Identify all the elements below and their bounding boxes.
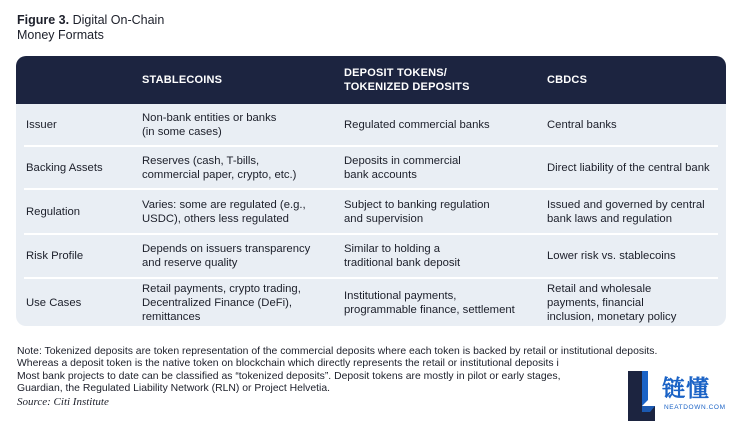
table-row <box>16 235 726 277</box>
cell-stablecoins-line: Reserves (cash, T-bills, <box>142 154 260 167</box>
row-label-text: Issuer <box>26 118 57 131</box>
cell-stablecoins-line: Decentralized Finance (DeFi), <box>142 296 293 309</box>
table-header <box>16 56 726 104</box>
row-label-text: Backing Assets <box>26 161 103 174</box>
header-deposit-tokens <box>344 56 544 104</box>
row-label <box>26 104 136 145</box>
cell-stablecoins-line: (in some cases) <box>142 125 222 138</box>
note-line-2: Whereas a deposit token is the native token on blockchain which directly represents the retail or institutional deposits i <box>17 358 559 370</box>
table-row <box>16 190 726 233</box>
cell-deposit-tokens-line: Institutional payments, <box>344 289 457 302</box>
cell-cbdcs-line: payments, financial <box>547 296 644 309</box>
cell-deposit-tokens <box>344 190 544 233</box>
cell-cbdcs-line: Issued and governed by central <box>547 198 705 211</box>
l-letter-icon <box>622 368 658 424</box>
note-line-3: Most bank projects to date can be classified as “tokenized deposits”. Deposit tokens are mostly in pilot or early stages, <box>17 370 561 382</box>
cell-deposit-tokens-line: and supervision <box>344 212 424 225</box>
figure-title <box>17 13 237 43</box>
cell-stablecoins-line: USDC), others less regulated <box>142 212 289 225</box>
cell-cbdcs-line: Direct liability of the central bank <box>547 161 710 174</box>
cell-deposit-tokens <box>344 235 544 277</box>
cell-stablecoins <box>142 279 342 326</box>
cell-stablecoins-line: Retail payments, crypto trading, <box>142 282 301 295</box>
watermark-english-text: NEATDOWN.COM <box>664 404 726 411</box>
cell-stablecoins-line: Varies: some are regulated (e.g., <box>142 198 306 211</box>
watermark-logo <box>622 368 744 424</box>
cell-deposit-tokens <box>344 147 544 188</box>
row-label <box>26 279 136 326</box>
comparison-table <box>16 56 726 326</box>
cell-cbdcs <box>547 190 723 233</box>
row-label <box>26 190 136 233</box>
row-label-text: Risk Profile <box>26 250 84 262</box>
cell-stablecoins-line: commercial paper, crypto, etc.) <box>142 168 297 181</box>
watermark-chinese-text: 链懂 <box>662 376 710 402</box>
cell-cbdcs-line: Retail and wholesale <box>547 282 652 295</box>
cell-stablecoins-line: remittances <box>142 310 201 323</box>
cell-cbdcs <box>547 104 723 145</box>
note-line-1: Note: Tokenized deposits are token representation of the commercial deposits where each token is backed by retail or institutional deposits. <box>17 346 658 357</box>
header-stablecoins: STABLECOINS <box>142 74 223 86</box>
cell-stablecoins-line: Depends on issuers transparency <box>142 243 311 255</box>
cell-cbdcs-line: Lower risk vs. stablecoins <box>547 250 676 262</box>
header-cbdcs: CBDCS <box>547 74 588 86</box>
cell-cbdcs <box>547 279 723 326</box>
figure-title-line2: Money Formats <box>17 28 104 42</box>
table-row <box>16 279 726 326</box>
cell-deposit-tokens-line: Subject to banking regulation <box>344 198 490 211</box>
cell-cbdcs <box>547 147 723 188</box>
cell-cbdcs-line: Central banks <box>547 118 617 131</box>
table-row <box>16 104 726 145</box>
cell-stablecoins <box>142 190 342 233</box>
row-label-text: Regulation <box>26 205 81 218</box>
row-label <box>26 235 136 277</box>
header-deposit-tokens-line1: DEPOSIT TOKENS/ <box>344 67 448 79</box>
cell-deposit-tokens-line: Similar to holding a <box>344 243 441 255</box>
cell-stablecoins <box>142 147 342 188</box>
cell-stablecoins <box>142 235 342 277</box>
cell-stablecoins <box>142 104 342 145</box>
cell-deposit-tokens <box>344 104 544 145</box>
cell-stablecoins-line: Non-bank entities or banks <box>142 111 277 124</box>
figure-number: Figure 3. <box>17 13 70 27</box>
header-deposit-tokens-line2: TOKENIZED DEPOSITS <box>344 81 470 93</box>
cell-deposit-tokens-line: Deposits in commercial <box>344 154 461 167</box>
cell-cbdcs <box>547 235 723 277</box>
header-empty <box>26 56 136 104</box>
source-citation: Source: Citi Institute <box>17 395 109 408</box>
cell-cbdcs-line: inclusion, monetary policy <box>547 310 677 323</box>
table-body <box>16 104 726 326</box>
cell-deposit-tokens-line: Regulated commercial banks <box>344 118 490 131</box>
cell-cbdcs-line: bank laws and regulation <box>547 212 672 225</box>
cell-deposit-tokens <box>344 279 544 326</box>
row-label-text: Use Cases <box>26 296 82 309</box>
figure-title-text: Digital On-Chain <box>69 13 165 27</box>
cell-deposit-tokens-line: programmable finance, settlement <box>344 303 515 316</box>
note-line-4: Guardian, the Regulated Liability Network (RLN) or Project Helvetia. <box>17 383 331 395</box>
table-row <box>16 147 726 188</box>
row-label <box>26 147 136 188</box>
cell-deposit-tokens-line: bank accounts <box>344 168 417 181</box>
cell-deposit-tokens-line: traditional bank deposit <box>344 257 461 269</box>
cell-stablecoins-line: and reserve quality <box>142 257 238 269</box>
